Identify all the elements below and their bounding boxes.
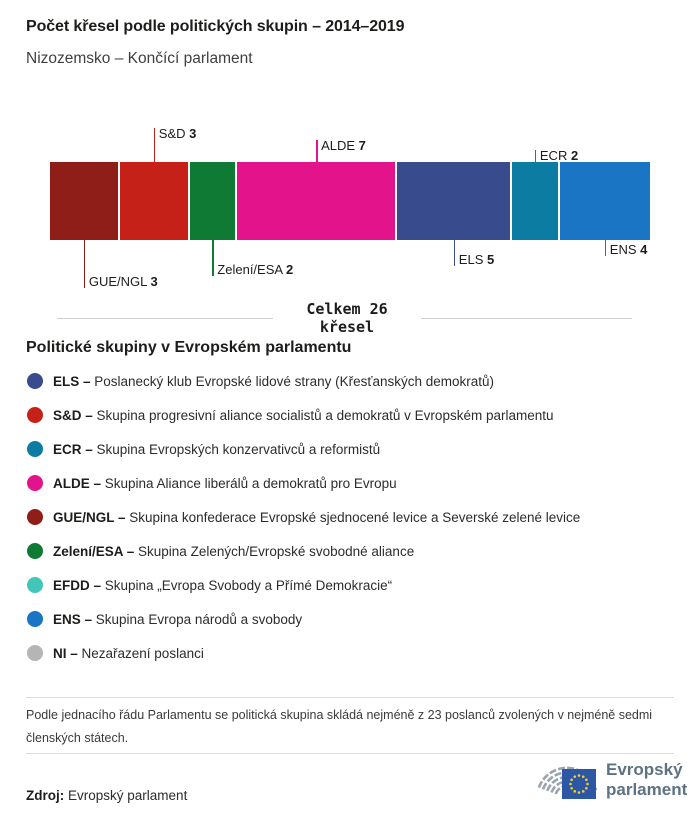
callout-label-ecr: ECR 2 (539, 148, 579, 163)
footnote-divider-top (26, 697, 674, 698)
seats-stacked-bar-chart (0, 0, 700, 300)
callout-label-ens: ENS 4 (609, 242, 648, 257)
eu-flag (562, 769, 596, 799)
callout-label-els: ELS 5 (458, 252, 495, 267)
page-title: Počet křesel podle politických skupin – 2014–2019 (26, 18, 405, 35)
legend-heading: Politické skupiny v Evropském parlamentu (26, 339, 352, 356)
logo-text-line1: Evropský (606, 760, 683, 779)
bar-segment-alde[interactable] (237, 162, 395, 240)
bar-segment-ecr[interactable] (512, 162, 557, 240)
legend-item-gue-ngl (26, 500, 676, 534)
total-seats-label (273, 301, 421, 336)
callout-line-s-d (154, 128, 156, 162)
bar-segment-s-d[interactable] (120, 162, 188, 240)
bar-segment-zelen-esa[interactable] (190, 162, 235, 240)
legend-item-efdd (26, 568, 676, 602)
callout-line-gue-ngl (84, 240, 86, 288)
legend-dot-els-icon (27, 373, 43, 389)
total-divider-right (421, 318, 632, 319)
legend-dot-alde-icon (27, 475, 43, 491)
total-seats-line2: křesel (319, 317, 375, 336)
legend-item-alde (26, 466, 676, 500)
legend-label-gue-ngl: GUE/NGL – Skupina konfederace Evropské sjednocené levice a Severské zelené levice (53, 509, 581, 525)
legend-label-ni: NI – Nezařazení poslanci (53, 645, 204, 661)
european-parliament-logo-text (606, 760, 687, 799)
legend-dot-efdd-icon (27, 577, 43, 593)
legend-label-zelen-esa: Zelení/ESA – Skupina Zelených/Evropské svobodné aliance (53, 543, 415, 559)
footnote-text: Podle jednacího řádu Parlamentu se politická skupina skládá nejméně z 23 poslanců zvolených v nejméně sedmi členských státech. (26, 708, 653, 745)
callout-line-els (454, 240, 456, 266)
european-parliament-logo-icon (525, 754, 605, 816)
legend-dot-gue-ngl-icon (27, 509, 43, 525)
legend-item-s-d (26, 398, 676, 432)
legend-dot-ens-icon (27, 611, 43, 627)
source-line (26, 788, 187, 803)
callout-label-s-d: S&D 3 (158, 126, 197, 141)
legend-dot-ni-icon (27, 645, 43, 661)
legend-label-els: ELS – Poslanecký klub Evropské lidové strany (Křesťanských demokratů) (53, 373, 494, 389)
callout-label-alde: ALDE 7 (321, 138, 366, 153)
source-label: Zdroj: (26, 788, 65, 803)
callout-line-ecr (535, 150, 537, 162)
callout-line-zelen-esa (212, 240, 214, 276)
callout-line-alde (316, 140, 318, 162)
legend-item-zelen-esa (26, 534, 676, 568)
legend-dot-s-d-icon (27, 407, 43, 423)
callout-label-zelen-esa: Zelení/ESA 2 (217, 262, 294, 277)
logo-text-line2: parlament (606, 779, 688, 799)
legend-dot-zelen-esa-icon (27, 543, 43, 559)
legend-label-alde: ALDE – Skupina Aliance liberálů a demokratů pro Evropu (53, 475, 397, 491)
bar-segment-gue-ngl[interactable] (50, 162, 118, 240)
page-subtitle: Nizozemsko – Končící parlament (26, 50, 253, 67)
total-seats-line1: Celkem 26 (306, 300, 388, 318)
callout-label-gue-ngl: GUE/NGL 3 (88, 274, 158, 289)
legend-item-ecr (26, 432, 676, 466)
legend-list (26, 364, 676, 670)
legend-dot-ecr-icon (27, 441, 43, 457)
callout-line-ens (605, 240, 607, 256)
legend-label-ecr: ECR – Skupina Evropských konzervativců a reformistů (53, 441, 381, 457)
bar-segment-els[interactable] (397, 162, 510, 240)
legend-label-efdd: EFDD – Skupina „Evropa Svobody a Přímé Demokracie“ (53, 577, 393, 593)
legend-item-els (26, 364, 676, 398)
legend-label-ens: ENS – Skupina Evropa národů a svobody (53, 611, 303, 627)
legend-item-ens (26, 602, 676, 636)
bar-segment-ens[interactable] (560, 162, 650, 240)
total-divider-left (57, 318, 273, 319)
source-value: Evropský parlament (68, 788, 188, 803)
legend-label-s-d: S&D – Skupina progresivní aliance socialistů a demokratů v Evropském parlamentu (53, 407, 554, 423)
legend-item-ni (26, 636, 676, 670)
